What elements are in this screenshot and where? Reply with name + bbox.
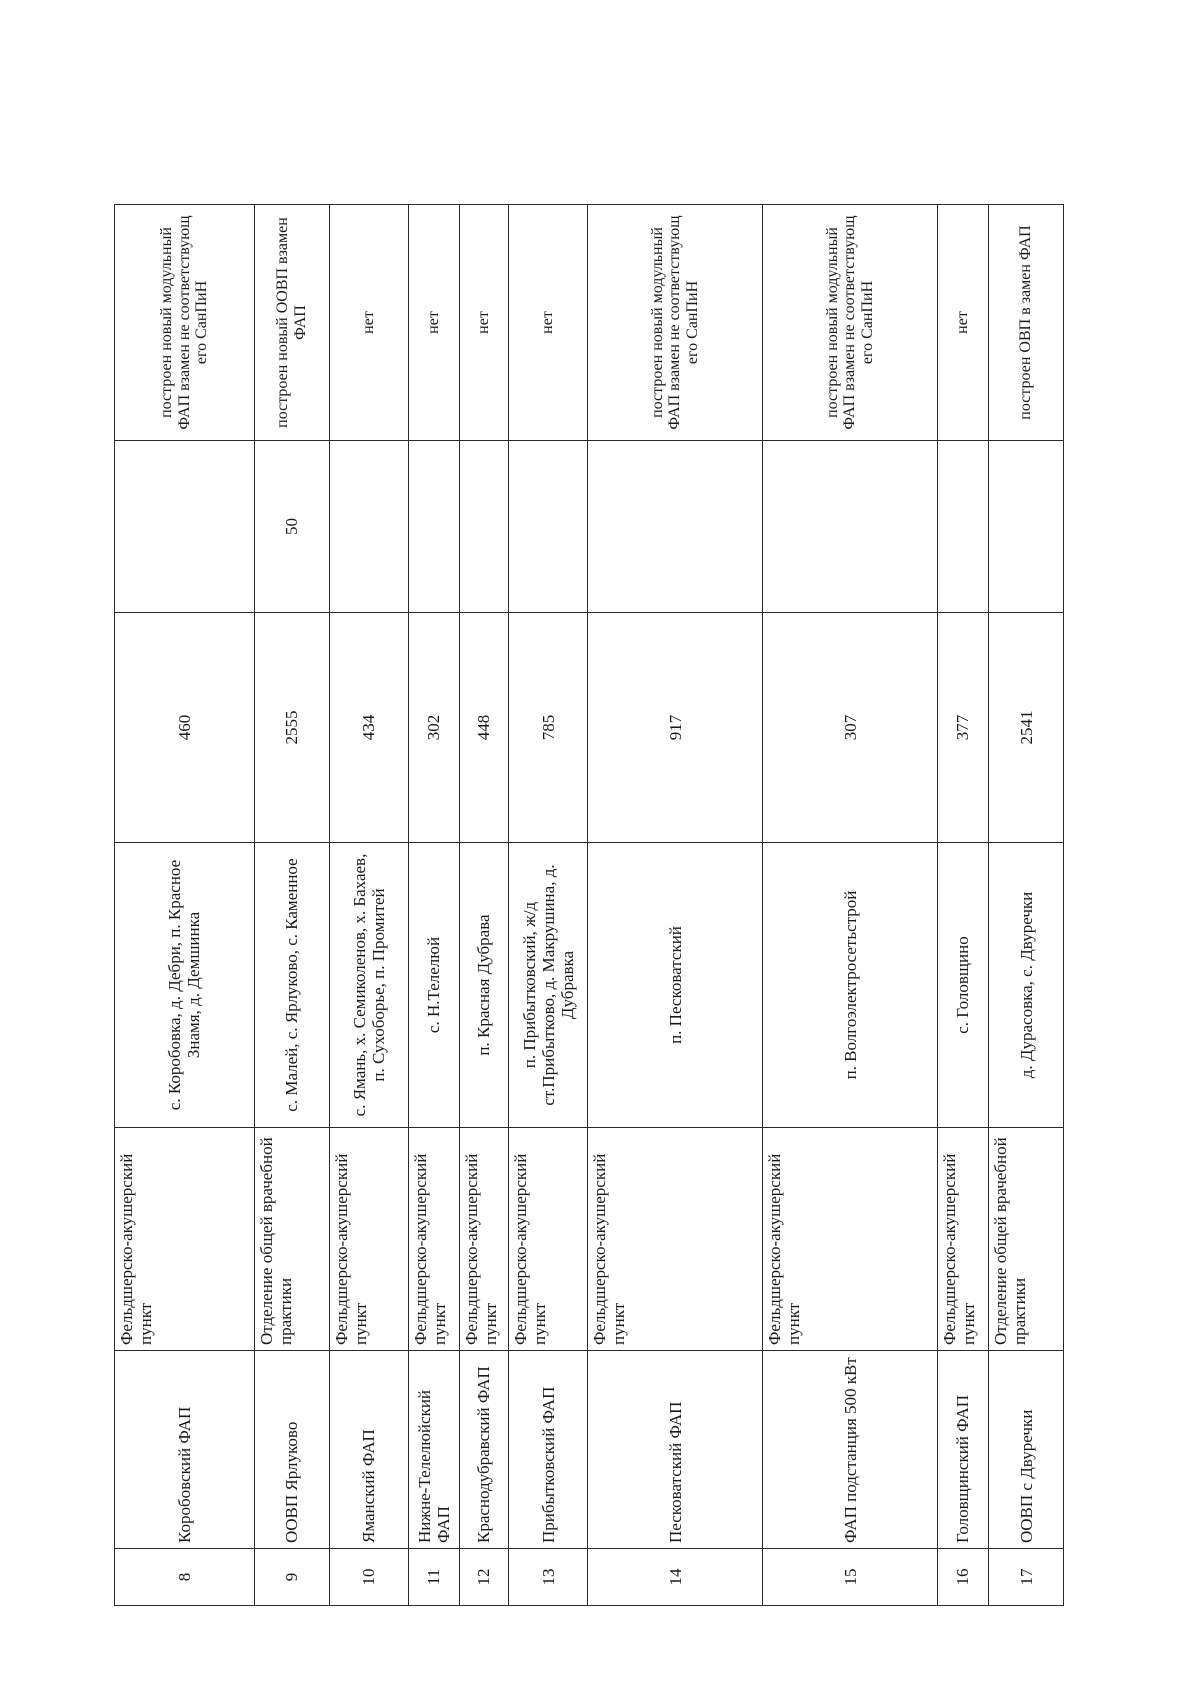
facility-name-cell: ФАП подстанция 500 кВт	[763, 1351, 938, 1549]
construction-note-cell: нет	[408, 205, 459, 441]
facility-name-cell: Яманский ФАП	[329, 1351, 408, 1549]
capacity-value-cell	[115, 441, 255, 613]
table-row	[588, 205, 763, 1606]
table-row	[329, 205, 408, 1606]
table-row	[763, 205, 938, 1606]
table-row	[460, 205, 509, 1606]
construction-note-cell: построен новый модульный ФАП взамен не соответствующ его СанПиН	[763, 205, 938, 441]
rotated-table-container	[114, 205, 1064, 1606]
capacity-value-cell	[989, 441, 1064, 613]
row-number-cell: 9	[254, 1549, 329, 1606]
construction-note-cell: построен новый модульный ФАП взамен не соответствующ его СанПиН	[588, 205, 763, 441]
facility-type-cell: Фельдшерско-акушерский пункт	[508, 1128, 587, 1351]
facility-name-cell: Краснодубравский ФАП	[460, 1351, 509, 1549]
served-settlements-cell: д. Дурасовка, с. Двуречки	[989, 843, 1064, 1128]
population-count-cell: 2541	[989, 613, 1064, 843]
table-row	[254, 205, 329, 1606]
population-count-cell: 434	[329, 613, 408, 843]
population-count-cell: 460	[115, 613, 255, 843]
facility-type-cell: Фельдшерско-акушерский пункт	[460, 1128, 509, 1351]
table-row	[989, 205, 1064, 1606]
construction-note-cell: нет	[937, 205, 988, 441]
facility-name-cell: Прибытковский ФАП	[508, 1351, 587, 1549]
capacity-value-cell	[508, 441, 587, 613]
row-number-cell: 10	[329, 1549, 408, 1606]
capacity-value-cell	[329, 441, 408, 613]
facility-name-cell: ООВП с Двуречки	[989, 1351, 1064, 1549]
row-number-cell: 13	[508, 1549, 587, 1606]
facility-name-cell: Коробовский ФАП	[115, 1351, 255, 1549]
row-number-cell: 15	[763, 1549, 938, 1606]
served-settlements-cell: с. Н.Телелюй	[408, 843, 459, 1128]
row-number-cell: 14	[588, 1549, 763, 1606]
served-settlements-cell: с. Малей, с. Ярлуково, с. Каменное	[254, 843, 329, 1128]
population-count-cell: 448	[460, 613, 509, 843]
construction-note-cell: нет	[460, 205, 509, 441]
row-number-cell: 11	[408, 1549, 459, 1606]
construction-note-cell: построен новый ООВП взамен ФАП	[254, 205, 329, 441]
facility-type-cell: Отделение общей врачебной практики	[989, 1128, 1064, 1351]
row-number-cell: 17	[989, 1549, 1064, 1606]
table-row	[937, 205, 988, 1606]
facility-name-cell: Головщинский ФАП	[937, 1351, 988, 1549]
capacity-value-cell	[763, 441, 938, 613]
population-count-cell: 917	[588, 613, 763, 843]
table-row	[115, 205, 255, 1606]
population-count-cell: 307	[763, 613, 938, 843]
capacity-value-cell	[408, 441, 459, 613]
table-body	[115, 205, 1064, 1606]
row-number-cell: 8	[115, 1549, 255, 1606]
facility-type-cell: Фельдшерско-акушерский пункт	[329, 1128, 408, 1351]
construction-note-cell: построен ОВП в замен ФАП	[989, 205, 1064, 441]
facility-type-cell: Фельдшерско-акушерский пункт	[763, 1128, 938, 1351]
facility-type-cell: Фельдшерско-акушерский пункт	[588, 1128, 763, 1351]
construction-note-cell: нет	[329, 205, 408, 441]
facilities-table	[114, 204, 1064, 1606]
population-count-cell: 2555	[254, 613, 329, 843]
population-count-cell: 377	[937, 613, 988, 843]
facility-type-cell: Фельдшерско-акушерский пункт	[115, 1128, 255, 1351]
facility-type-cell: Фельдшерско-акушерский пункт	[937, 1128, 988, 1351]
row-number-cell: 12	[460, 1549, 509, 1606]
construction-note-cell: построен новый модульный ФАП взамен не соответствующ его СанПиН	[115, 205, 255, 441]
row-number-cell: 16	[937, 1549, 988, 1606]
capacity-value-cell: 50	[254, 441, 329, 613]
capacity-value-cell	[588, 441, 763, 613]
facility-name-cell: Нижне-Телелюйский ФАП	[408, 1351, 459, 1549]
served-settlements-cell: п. Красная Дубрава	[460, 843, 509, 1128]
capacity-value-cell	[460, 441, 509, 613]
served-settlements-cell: с. Коробовка, д. Дебри, п. Красное Знамя, д. Демшинка	[115, 843, 255, 1128]
served-settlements-cell: с. Ямань, х. Семиколенов, х. Бахаев, п. Сухоборье, п. Промитей	[329, 843, 408, 1128]
construction-note-cell: нет	[508, 205, 587, 441]
facility-type-cell: Фельдшерско-акушерский пункт	[408, 1128, 459, 1351]
served-settlements-cell: п. Песковатский	[588, 843, 763, 1128]
served-settlements-cell: п. Прибытковский, ж/д ст.Прибытково, д. Макрушина, д. Дубравка	[508, 843, 587, 1128]
served-settlements-cell: с. Головщино	[937, 843, 988, 1128]
facility-type-cell: Отделение общей врачебной практики	[254, 1128, 329, 1351]
served-settlements-cell: п. Волгоэлектросетьстрой	[763, 843, 938, 1128]
capacity-value-cell	[937, 441, 988, 613]
population-count-cell: 785	[508, 613, 587, 843]
table-row	[508, 205, 587, 1606]
population-count-cell: 302	[408, 613, 459, 843]
facility-name-cell: Песковатский ФАП	[588, 1351, 763, 1549]
facility-name-cell: ООВП Ярлуково	[254, 1351, 329, 1549]
table-row	[408, 205, 459, 1606]
